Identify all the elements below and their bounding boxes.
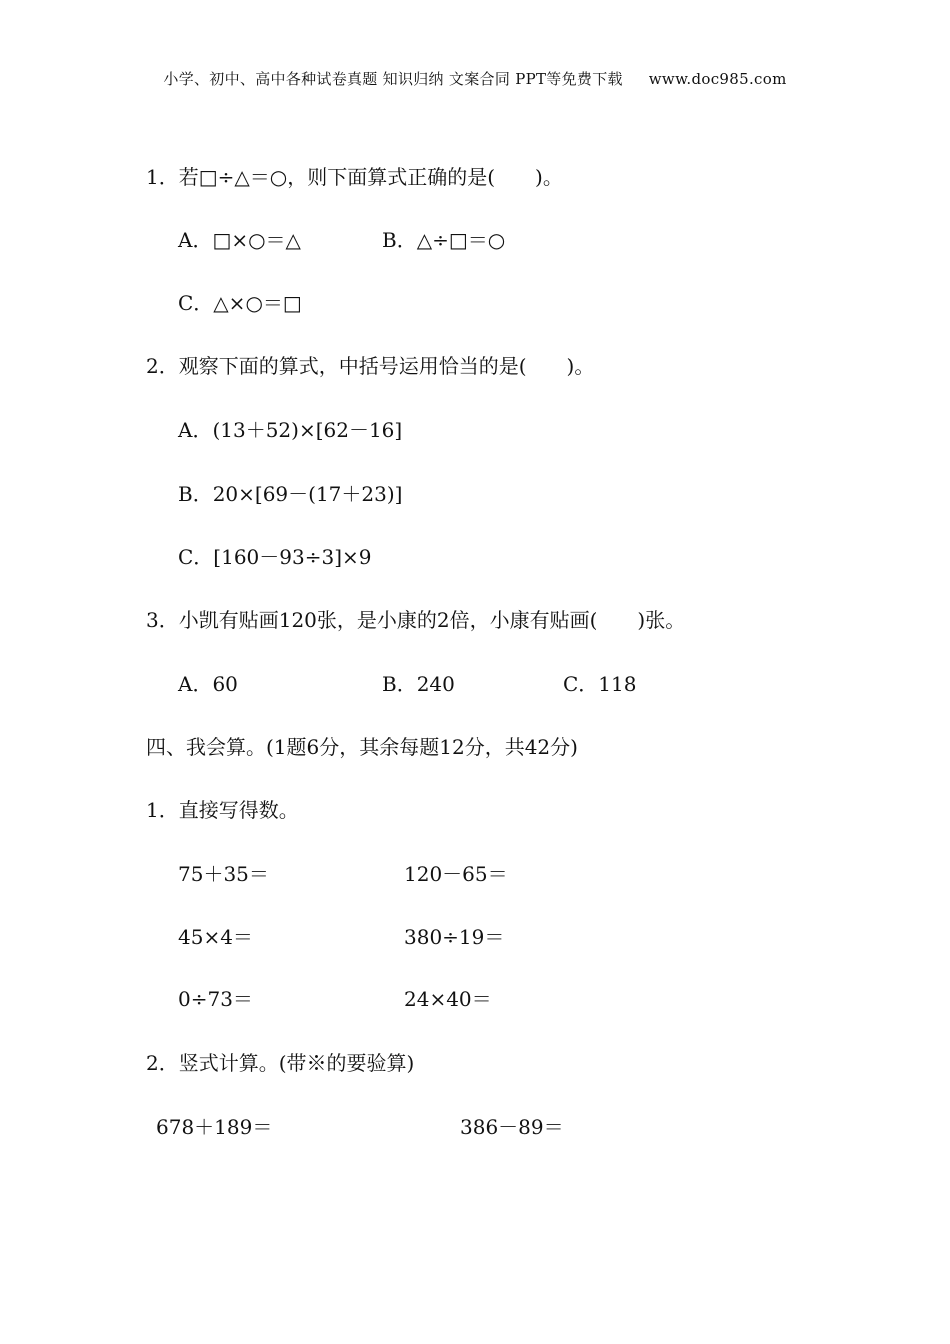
s4-q1-stem: 1．直接写得数。 — [146, 798, 299, 822]
calc-item: 45×4＝ — [178, 925, 253, 949]
q3-option-a: A．60 — [178, 672, 238, 696]
q3-option-b: B．240 — [382, 672, 455, 696]
calc-item: 75＋35＝ — [178, 862, 269, 886]
calc-item: 0÷73＝ — [178, 987, 253, 1011]
q2-option-b: B．20×[69－(17＋23)] — [178, 482, 403, 506]
q3-stem: 3．小凯有贴画120张，是小康的2倍，小康有贴画( )张。 — [146, 608, 686, 632]
q1-option-c: C．△×○＝□ — [178, 291, 302, 315]
calc-item: 120－65＝ — [404, 862, 508, 886]
q3-option-c: C．118 — [563, 672, 637, 696]
header-text: 小学、初中、高中各种试卷真题 知识归纳 文案合同 PPT等免费下载 — [163, 70, 623, 88]
q2-option-c: C．[160－93÷3]×9 — [178, 545, 372, 569]
q1-option-b: B．△÷□＝○ — [382, 228, 506, 252]
calc-item: 24×40＝ — [404, 987, 492, 1011]
vertical-calc-item: 678＋189＝ — [156, 1115, 273, 1139]
calc-item: 380÷19＝ — [404, 925, 505, 949]
q1-stem: 1．若□÷△＝○，则下面算式正确的是( )。 — [146, 165, 563, 189]
page-header — [0, 68, 950, 89]
section4-title: 四、我会算。(1题6分，其余每题12分，共42分) — [146, 735, 578, 759]
q1-option-a: A．□×○＝△ — [178, 228, 301, 252]
q2-stem: 2．观察下面的算式，中括号运用恰当的是( )。 — [146, 354, 595, 378]
header-site: www.doc985.com — [648, 70, 787, 88]
q2-option-a: A．(13＋52)×[62－16] — [178, 418, 403, 442]
vertical-calc-item: 386－89＝ — [460, 1115, 564, 1139]
s4-q2-stem: 2．竖式计算。(带※的要验算) — [146, 1051, 415, 1075]
